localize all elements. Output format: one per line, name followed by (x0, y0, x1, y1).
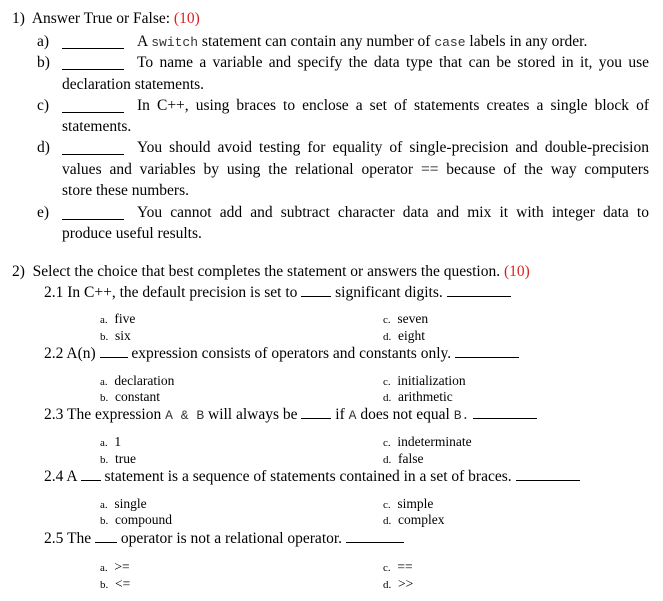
tf-item-b-line1: To name a variable and specify the data type that can be stored in it, you use (137, 54, 649, 71)
mc-question-2-5: 2.5 The operator is not a relational operator. (44, 530, 404, 548)
section-2-header (12, 263, 530, 281)
tf-item-a-label: a) (37, 33, 50, 50)
mc-inline-blank-2-1[interactable] (301, 284, 331, 297)
mc-answer-blank-2-3[interactable] (473, 406, 537, 419)
mc-question-2-3: 2.3 The expression A & B will always be if A does not equal B. (44, 406, 537, 424)
mc-question-2-1: 2.1 In C++, the default precision is set to significant digits. (44, 284, 511, 302)
section-1-number: 1) (12, 10, 25, 27)
tf-item-a-text: A switch statement can contain any number of case labels in any order. (137, 33, 588, 50)
section-1-header (12, 10, 200, 28)
section-2-number: 2) (12, 263, 25, 280)
tf-item-d-line3: store these numbers. (62, 182, 189, 199)
mc-answer-blank-2-4[interactable] (516, 468, 580, 481)
tf-item-c-line1: In C++, using braces to enclose a set of statements creates a single block of (137, 97, 649, 114)
mc-inline-blank-2-5[interactable] (95, 530, 117, 543)
tf-item-e-label: e) (37, 204, 50, 221)
mc-option-2-5-c: c. == (383, 559, 413, 574)
tf-item-d-line1: You should avoid testing for equality of single-precision and double-precision (137, 139, 649, 156)
mc-inline-blank-2-3[interactable] (301, 406, 331, 419)
tf-item-d-label: d) (37, 139, 50, 156)
tf-answer-blank-c[interactable] (62, 100, 124, 113)
mc-option-2-5-b: b. <= (100, 576, 131, 591)
section-1-title: Answer True or False: (31, 10, 171, 27)
mc-option-2-4-c: c. simple (383, 496, 434, 511)
tf-answer-blank-b[interactable] (62, 57, 124, 70)
tf-item-b-line2: declaration statements. (62, 76, 205, 93)
tf-answer-blank-a[interactable] (62, 36, 124, 49)
mc-option-2-4-d: d. complex (383, 512, 445, 527)
mc-option-2-3-c: c. indeterminate (383, 434, 472, 449)
mc-answer-blank-2-5[interactable] (346, 530, 404, 543)
tf-item-c-line2: statements. (62, 118, 132, 135)
mc-inline-blank-2-2[interactable] (100, 345, 128, 358)
mc-option-2-4-b: b. compound (100, 512, 172, 527)
mc-option-2-5-a: a. >= (100, 559, 130, 574)
mc-option-2-1-d: d. eight (383, 328, 425, 343)
tf-item-c-label: c) (37, 97, 50, 114)
mc-option-2-3-d: d. false (383, 451, 424, 466)
section-2-title: Select the choice that best completes the statement or answers the question. (32, 263, 501, 280)
mc-inline-blank-2-4[interactable] (81, 468, 101, 481)
tf-answer-blank-d[interactable] (62, 142, 124, 155)
mc-option-2-3-b: b. true (100, 451, 136, 466)
mc-question-2-4: 2.4 A statement is a sequence of statements contained in a set of braces. (44, 468, 580, 486)
mc-option-2-1-c: c. seven (383, 311, 429, 326)
mc-question-2-2: 2.2 A(n) expression consists of operators and constants only. (44, 345, 519, 363)
section-1-points: (10) (173, 10, 200, 27)
mc-answer-blank-2-1[interactable] (447, 284, 511, 297)
section-2-points: (10) (503, 263, 530, 280)
mc-option-2-2-d: d. arithmetic (383, 389, 453, 404)
mc-answer-blank-2-2[interactable] (455, 345, 519, 358)
tf-answer-blank-e[interactable] (62, 207, 124, 220)
mc-option-2-3-a: a. 1 (100, 434, 122, 449)
mc-option-2-2-b: b. constant (100, 389, 160, 404)
mc-option-2-2-a: a. declaration (100, 373, 175, 388)
mc-option-2-1-b: b. six (100, 328, 131, 343)
mc-option-2-1-a: a. five (100, 311, 136, 326)
tf-item-b-label: b) (37, 54, 50, 71)
tf-item-d-line2: values and variables by using the relational operator == because of the way computers (62, 161, 649, 178)
mc-option-2-4-a: a. single (100, 496, 147, 511)
mc-option-2-2-c: c. initialization (383, 373, 466, 388)
tf-item-e-line1: You cannot add and subtract character data and mix it with integer data to (137, 204, 649, 221)
tf-item-e-line2: produce useful results. (62, 225, 202, 242)
mc-option-2-5-d: d. >> (383, 576, 414, 591)
